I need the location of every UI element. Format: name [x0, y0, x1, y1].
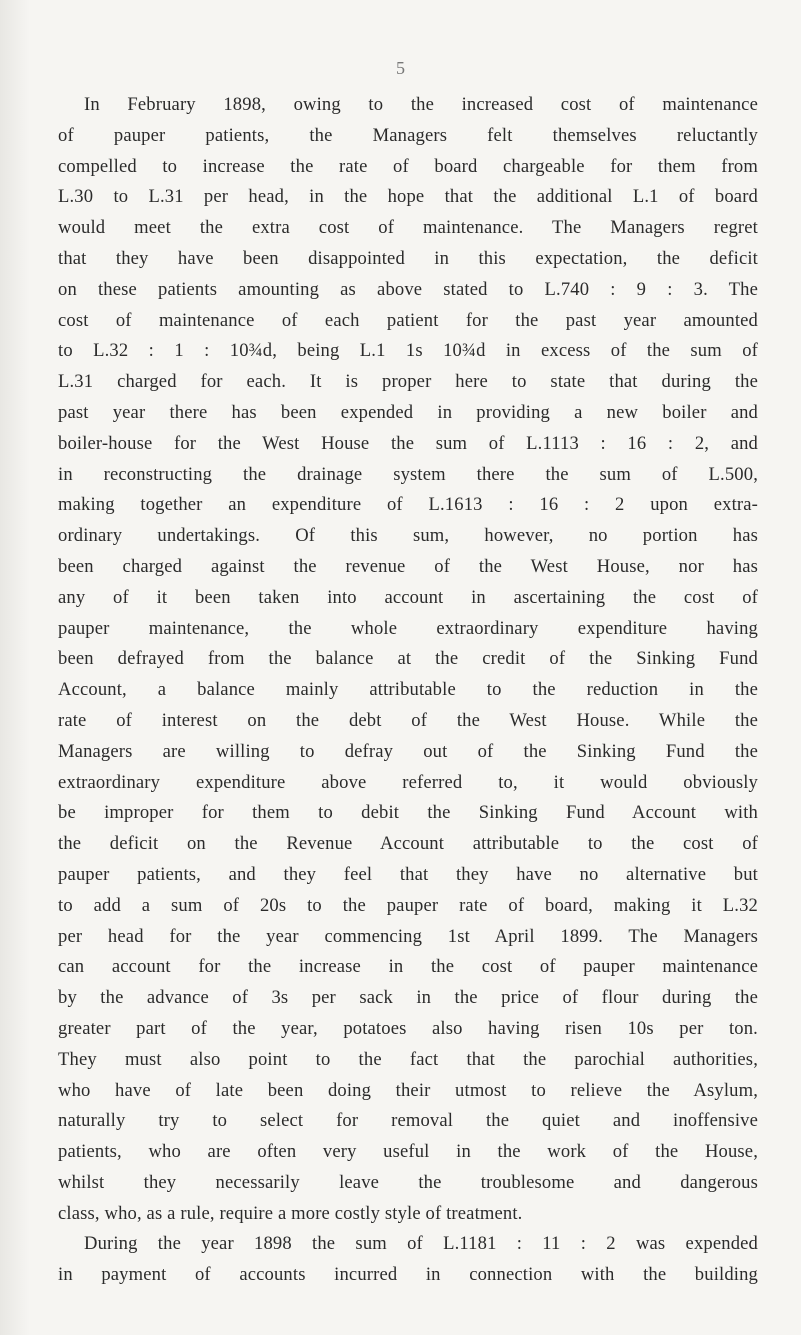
text-line: Managers are willing to defray out of the Sinking Fund the	[58, 740, 758, 762]
text-line: in reconstructing the drainage system there the sum of L.500,	[58, 463, 758, 485]
text-line: They must also point to the fact that the parochial authorities,	[58, 1048, 758, 1070]
text-line: During the year 1898 the sum of L.1181 : 11 : 2 was expended	[84, 1233, 758, 1255]
text-line: the deficit on the Revenue Account attributable to the cost of	[58, 833, 758, 855]
text-line: boiler-house for the West House the sum of L.1113 : 16 : 2, and	[58, 432, 758, 454]
text-line: who have of late been doing their utmost to relieve the Asylum,	[58, 1079, 758, 1101]
text-line: of pauper patients, the Managers felt themselves reluctantly	[58, 124, 758, 146]
text-line: rate of interest on the debt of the West House. While the	[58, 709, 758, 731]
text-line: can account for the increase in the cost of pauper maintenance	[58, 956, 758, 978]
page-number: 5	[396, 58, 405, 78]
text-line: In February 1898, owing to the increased cost of maintenance	[84, 94, 758, 115]
page-edge-shadow	[0, 0, 30, 1335]
text-line: naturally try to select for removal the quiet and inoffensive	[58, 1110, 758, 1132]
text-line: that they have been disappointed in this expectation, the deficit	[58, 247, 758, 269]
body-text	[58, 90, 758, 1291]
text-line: extraordinary expenditure above referred to, it would obviously	[58, 771, 758, 793]
text-line: per head for the year commencing 1st April 1899. The Managers	[58, 925, 758, 947]
text-line: would meet the extra cost of maintenance. The Managers regret	[58, 217, 758, 239]
text-line: whilst they necessarily leave the troublesome and dangerous	[58, 1171, 758, 1193]
text-line: class, who, as a rule, require a more costly style of treatment.	[58, 1202, 523, 1224]
text-line: patients, who are often very useful in the work of the House,	[58, 1141, 758, 1163]
text-line: to add a sum of 20s to the pauper rate of board, making it L.32	[58, 894, 758, 916]
text-line: compelled to increase the rate of board chargeable for them from	[58, 155, 758, 177]
text-line: greater part of the year, potatoes also having risen 10s per ton.	[58, 1017, 758, 1039]
text-line: L.31 charged for each. It is proper here to state that during the	[58, 371, 758, 393]
text-line: pauper patients, and they feel that they have no alternative but	[58, 863, 758, 885]
text-line: ordinary undertakings. Of this sum, however, no portion has	[58, 525, 758, 547]
text-line: to L.32 : 1 : 10¾d, being L.1 1s 10¾d in excess of the sum of	[58, 340, 758, 362]
text-line: cost of maintenance of each patient for the past year amounted	[58, 309, 758, 331]
text-line: been charged against the revenue of the West House, nor has	[58, 555, 758, 577]
text-line: on these patients amounting as above stated to L.740 : 9 : 3. The	[58, 278, 758, 300]
text-line: be improper for them to debit the Sinking Fund Account with	[58, 802, 758, 824]
text-line: in payment of accounts incurred in connection with the building	[58, 1264, 758, 1286]
text-line: making together an expenditure of L.1613 : 16 : 2 upon extra-	[58, 494, 758, 516]
text-line: past year there has been expended in providing a new boiler and	[58, 401, 758, 423]
text-line: pauper maintenance, the whole extraordinary expenditure having	[58, 617, 758, 639]
text-line: by the advance of 3s per sack in the price of flour during the	[58, 987, 758, 1009]
text-line: been defrayed from the balance at the credit of the Sinking Fund	[58, 648, 758, 670]
text-line: Account, a balance mainly attributable to the reduction in the	[58, 679, 758, 701]
text-line: any of it been taken into account in ascertaining the cost of	[58, 586, 758, 608]
text-line: L.30 to L.31 per head, in the hope that the additional L.1 of board	[58, 186, 758, 208]
